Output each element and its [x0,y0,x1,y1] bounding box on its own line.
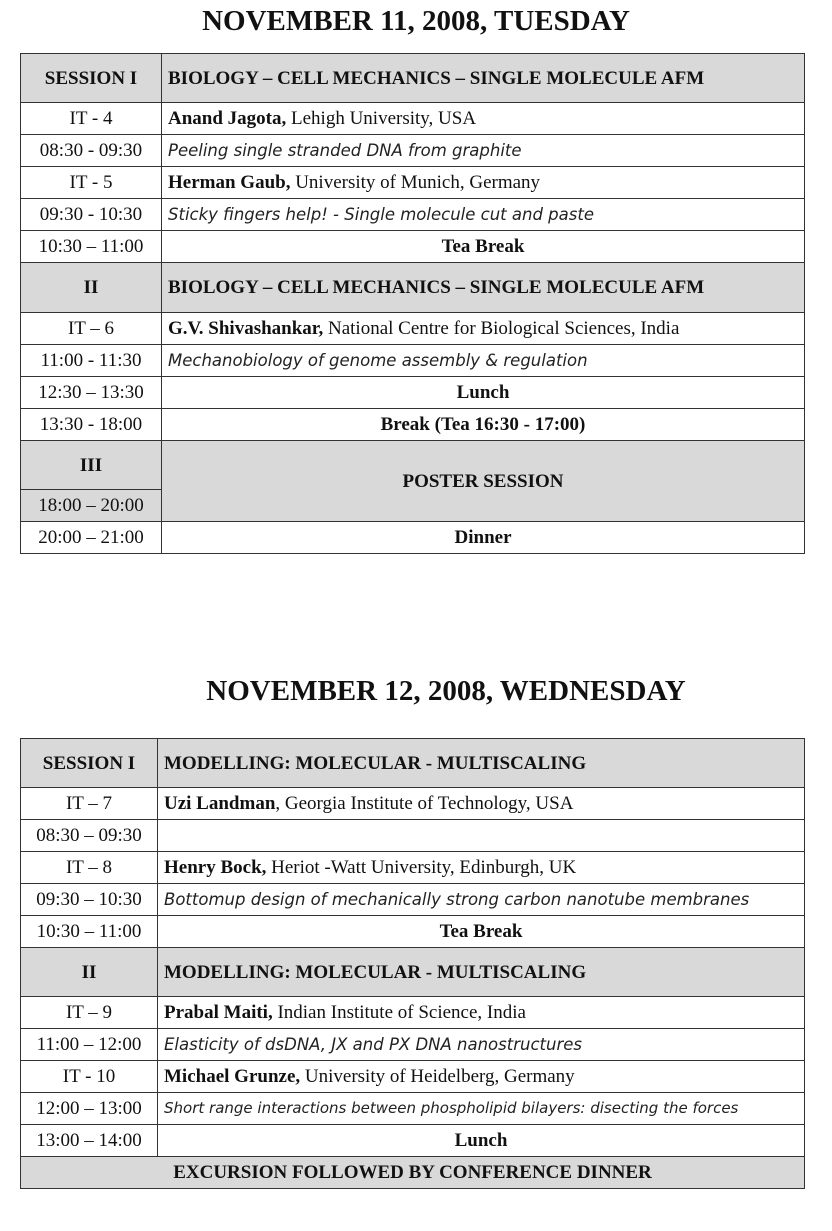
speaker-affiliation: University of Heidelberg, Germany [300,1066,575,1087]
table-row [21,103,805,135]
day1-schedule-table [20,53,805,554]
time-slot: 10:30 – 11:00 [21,916,158,948]
speaker-affiliation: Lehigh University, USA [286,108,477,129]
day2-session2-row [21,948,805,997]
day2-title: NOVEMBER 12, 2008, WEDNESDAY [206,675,686,707]
time-slot: 11:00 - 11:30 [21,345,162,377]
table-row [21,313,805,345]
talk-code: IT - 10 [21,1061,158,1093]
time-slot: 08:30 - 09:30 [21,135,162,167]
table-row [21,852,805,884]
speaker-cell [162,167,805,199]
session-topic: MODELLING: MOLECULAR - MULTISCALING [158,948,805,997]
day2-session1-row [21,739,805,788]
time-slot: 18:00 – 20:00 [21,490,162,522]
table-row [21,1061,805,1093]
session-label: II [21,948,158,997]
excursion-label: EXCURSION FOLLOWED BY CONFERENCE DINNER [21,1157,805,1189]
time-slot: 12:30 – 13:30 [21,377,162,409]
table-row [21,377,805,409]
speaker-name: Michael Grunze, [164,1066,301,1087]
table-row [21,916,805,948]
excursion-row [21,1157,805,1189]
talk-code: IT - 4 [21,103,162,135]
table-row [21,231,805,263]
table-row [21,820,805,852]
time-slot: 11:00 – 12:00 [21,1029,158,1061]
tea-break-label: Tea Break [162,231,805,263]
talk-title [158,820,805,852]
time-slot: 20:00 – 21:00 [21,522,162,554]
session-topic: BIOLOGY – CELL MECHANICS – SINGLE MOLECULE AFM [162,263,805,313]
speaker-cell [162,103,805,135]
speaker-name: Henry Bock, [164,857,267,878]
time-slot: 10:30 – 11:00 [21,231,162,263]
table-row [21,199,805,231]
session-label: III [21,441,162,490]
session-label: II [21,263,162,313]
table-row [21,522,805,554]
talk-code: IT - 5 [21,167,162,199]
table-row [21,345,805,377]
tea-break-label: Tea Break [158,916,805,948]
table-row [21,1125,805,1157]
table-row [21,1029,805,1061]
talk-title: Elasticity of dsDNA, JX and PX DNA nanostructures [158,1029,805,1061]
talk-title: Peeling single stranded DNA from graphite [162,135,805,167]
speaker-name: Prabal Maiti, [164,1002,273,1023]
speaker-name: Anand Jagota, [168,108,287,129]
speaker-affiliation: , Georgia Institute of Technology, USA [275,793,574,814]
table-row [21,884,805,916]
talk-code: IT – 8 [21,852,158,884]
session-label: SESSION I [21,54,162,103]
lunch-label: Lunch [162,377,805,409]
table-row [21,788,805,820]
time-slot: 13:30 - 18:00 [21,409,162,441]
table-row [21,167,805,199]
speaker-affiliation: Heriot -Watt University, Edinburgh, UK [266,857,577,878]
table-row [21,997,805,1029]
day1-session2-row [21,263,805,313]
time-slot: 12:00 – 13:00 [21,1093,158,1125]
day1-title: NOVEMBER 11, 2008, TUESDAY [202,5,630,37]
day1-session1-row [21,54,805,103]
time-slot: 09:30 - 10:30 [21,199,162,231]
speaker-name: Uzi Landman [164,793,276,814]
speaker-cell [158,788,805,820]
talk-title: Sticky fingers help! - Single molecule cut and paste [162,199,805,231]
speaker-cell [158,997,805,1029]
day2-schedule-table [20,738,805,1189]
speaker-cell [158,1061,805,1093]
talk-title: Short range interactions between phospholipid bilayers: disecting the forces [158,1093,805,1125]
speaker-name: Herman Gaub, [168,172,291,193]
session-topic: MODELLING: MOLECULAR - MULTISCALING [158,739,805,788]
session-label: SESSION I [21,739,158,788]
table-row [21,1093,805,1125]
poster-session-label: POSTER SESSION [162,441,805,522]
time-slot: 13:00 – 14:00 [21,1125,158,1157]
talk-code: IT – 6 [21,313,162,345]
dinner-label: Dinner [162,522,805,554]
lunch-label: Lunch [158,1125,805,1157]
talk-code: IT – 9 [21,997,158,1029]
talk-title: Mechanobiology of genome assembly & regulation [162,345,805,377]
talk-title: Bottomup design of mechanically strong carbon nanotube membranes [158,884,805,916]
day1-session3-row [21,441,805,490]
table-row [21,135,805,167]
time-slot: 08:30 – 09:30 [21,820,158,852]
speaker-cell [158,852,805,884]
speaker-cell [162,313,805,345]
speaker-affiliation: University of Munich, Germany [290,172,541,193]
talk-code: IT – 7 [21,788,158,820]
break-label: Break (Tea 16:30 - 17:00) [162,409,805,441]
speaker-affiliation: National Centre for Biological Sciences, India [323,318,680,339]
speaker-affiliation: Indian Institute of Science, India [272,1002,526,1023]
time-slot: 09:30 – 10:30 [21,884,158,916]
table-row [21,409,805,441]
speaker-name: G.V. Shivashankar, [168,318,324,339]
session-topic: BIOLOGY – CELL MECHANICS – SINGLE MOLECULE AFM [162,54,805,103]
